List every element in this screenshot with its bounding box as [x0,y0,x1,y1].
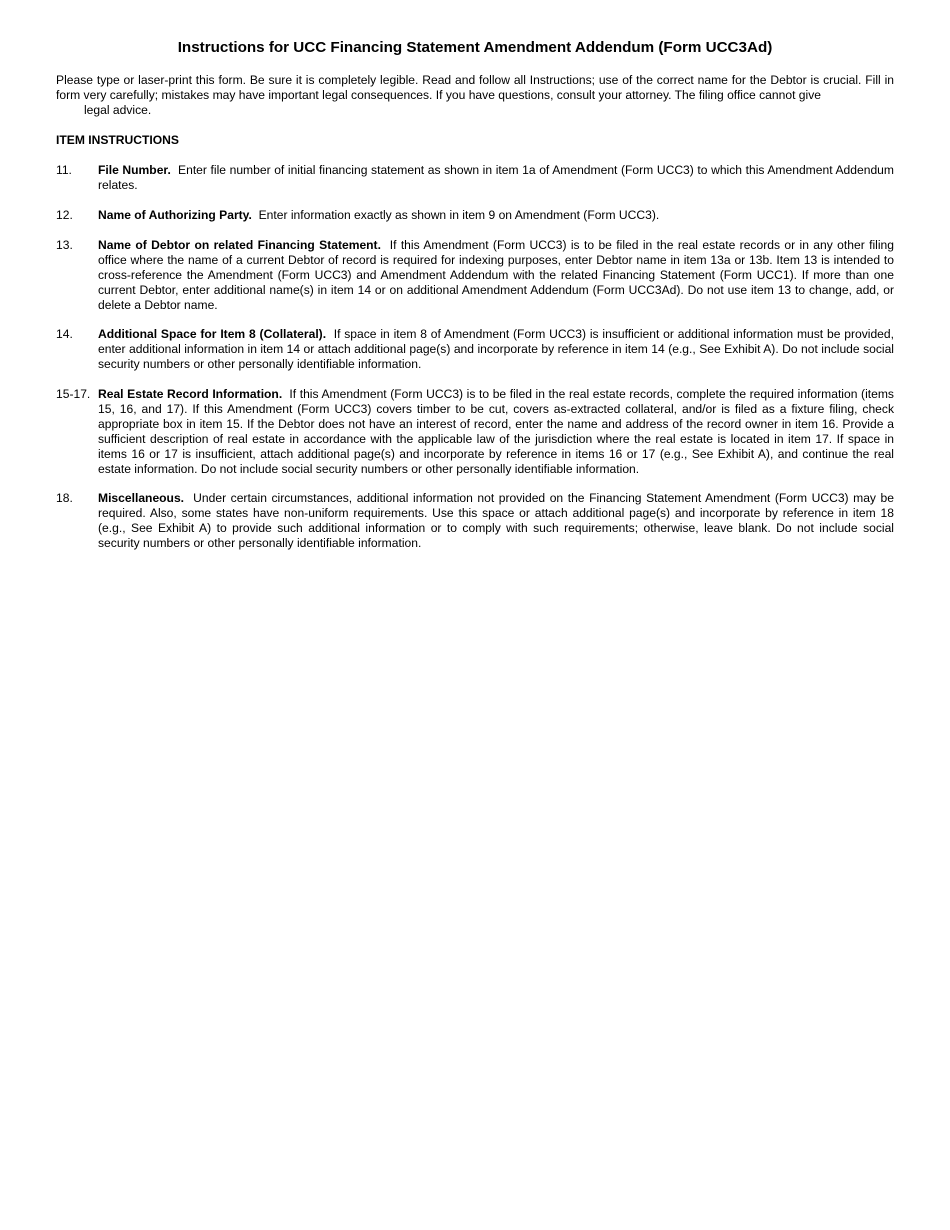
item-number: 18. [56,491,73,505]
item-body [98,208,894,223]
item-text: Enter information exactly as shown in item 9 on Amendment (Form UCC3). [258,208,660,222]
item-text: If this Amendment (Form UCC3) is to be filed in the real estate records, complete the required information (items 15, 16, and 17). If this Amendment (Form UCC3) covers timber to be cut, covers as-extracted collateral, and/or is filed as a fixture filing, check appropriate box in item 15. If the Debtor does not have an interest of record, enter the name and address of the record owner in item 16. Provide a sufficient description of real estate in accordance with the applicable law of the jurisdiction where the real estate is located in item 17. If space in items 16 or 17 is insufficient, attach additional page(s) and incorporate by reference in items 16 or 17 (e.g., See Exhibit A), and continue the real estate information. Do not include social security numbers or other personally identifiable information. [98,387,894,476]
item-body [98,238,894,313]
item-body [98,327,894,372]
item-heading: Real Estate Record Information. [98,387,283,401]
instruction-item-13 [56,238,894,313]
intro-paragraph [56,73,894,118]
item-number: 11. [56,163,72,177]
item-number: 14. [56,327,73,341]
item-text: Under certain circumstances, additional information not provided on the Financing Statement Amendment (Form UCC3) may be required. Also, some states have non-uniform requirements. Use this space or attach additional page(s) and incorporate by reference in item 18 (e.g., See Exhibit A) to provide such additional information or to comply with such requirements; otherwise, leave blank. Do not include social security numbers or other personally identifiable information. [98,491,894,550]
item-body [98,491,894,551]
item-heading: Name of Authorizing Party. [98,208,252,222]
instruction-item-14 [56,327,894,372]
instruction-item-11 [56,163,894,193]
item-heading: File Number. [98,163,171,177]
item-text: Enter file number of initial financing statement as shown in item 1a of Amendment (Form UCC3) to which this Amendment Addendum relates. [98,163,894,192]
instruction-item-18 [56,491,894,551]
intro-main-text: Please type or laser-print this form. Be sure it is completely legible. Read and follow all Instructions; use of the correct name for the Debtor is crucial. Fill in form very carefully; mistakes may have important legal consequences. If you have questions, consult your attorney. The filing office cannot give [56,73,894,102]
item-body [98,387,894,477]
instruction-item-15-17 [56,387,894,477]
section-heading: ITEM INSTRUCTIONS [56,133,179,147]
intro-tail-text: legal advice. [84,103,152,117]
item-heading: Name of Debtor on related Financing Statement. [98,238,381,252]
item-text: If space in item 8 of Amendment (Form UCC3) is insufficient or additional information must be provided, enter additional information in item 14 or attach additional page(s) and incorporate by reference in item 14 (e.g., See Exhibit A). Do not include social security numbers or other personally identifiable information. [98,327,894,371]
item-heading: Additional Space for Item 8 (Collateral). [98,327,327,341]
item-number: 12. [56,208,73,222]
item-number: 13. [56,238,73,252]
item-body [98,163,894,193]
item-number: 15-17. [56,387,91,401]
instruction-item-12 [56,208,894,223]
item-text: If this Amendment (Form UCC3) is to be filed in the real estate records or in any other filing office where the name of a current Debtor of record is required for indexing purposes, enter Debtor name in item 13a or 13b. Item 13 is intended to cross-reference the Amendment (Form UCC3) and Amendment Addendum with the related Financing Statement (Form UCC1). If more than one current Debtor, enter additional name(s) in item 14 or on additional Amendment Addendum (Form UCC3Ad). Do not use item 13 to change, add, or delete a Debtor name. [98,238,894,312]
item-heading: Miscellaneous. [98,491,185,505]
page-title: Instructions for UCC Financing Statement Amendment Addendum (Form UCC3Ad) [177,39,773,56]
